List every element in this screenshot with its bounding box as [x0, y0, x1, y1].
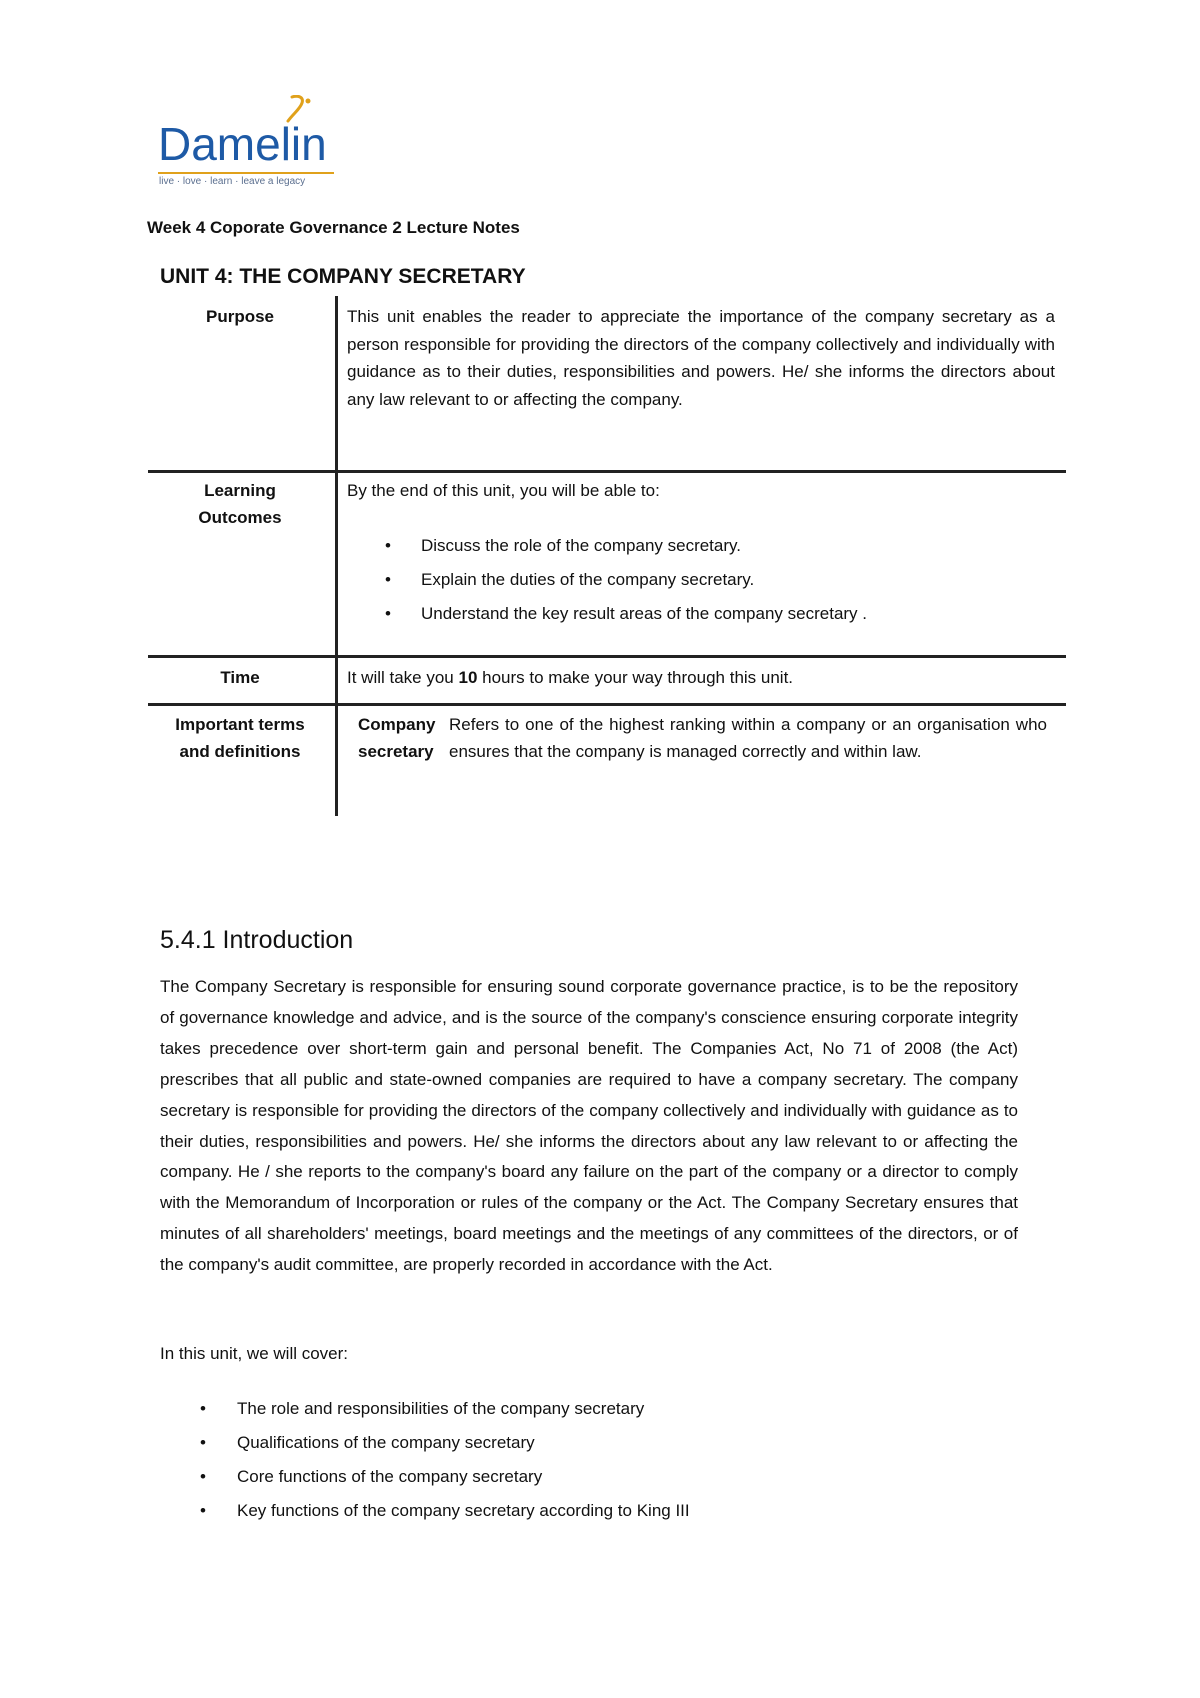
bullet-icon: •	[385, 536, 391, 555]
bullet-icon: •	[385, 570, 391, 589]
cover-intro: In this unit, we will cover:	[160, 1344, 349, 1363]
bullet-icon: •	[200, 1399, 206, 1418]
table-rule	[148, 703, 1066, 706]
introduction-paragraph: The Company Secretary is responsible for ensuring sound corporate governance practice, is to be the repository of governance knowledge and advice, and is the source of the company's conscience ensuring corporate integrity takes precedence over short-term gain and personal benefit. The Companies Act, No 71 of 2008 (the Act) prescribes that all public and state-owned companies are required to have a company secretary. The company secretary is responsible for providing the directors of the company collectively and individually with guidance as to their duties, responsibilities and powers. He/ she informs the directors about any law relevant to or affecting the company. He / she reports to the company's board any failure on the part of the company or a director to comply with the Memorandum of Incorporation or rules of the company or the Act. The Company Secretary ensures that minutes of all shareholders' meetings, board meetings and the meetings of any committees of the directors, or of the company's audit committee, are properly recorded in accordance with the Act.	[160, 977, 1018, 1275]
list-item: • The role and responsibilities of the company secretary	[200, 1395, 690, 1429]
label-line: Learning	[204, 481, 276, 500]
section-heading: 5.4.1 Introduction	[160, 926, 354, 954]
damelin-logo	[158, 95, 348, 195]
learning-outcomes-label	[150, 477, 330, 531]
unit-title: UNIT 4: THE COMPANY SECRETARY	[160, 265, 526, 288]
term-company-secretary: Company secretary	[358, 715, 436, 761]
list-item: • Understand the key result areas of the company secretary .	[385, 600, 867, 634]
outcomes-intro: By the end of this unit, you will be able to:	[347, 481, 660, 500]
list-item: • Key functions of the company secretary according to King III	[200, 1497, 690, 1531]
table-rule	[148, 655, 1066, 658]
time-label: Time	[220, 668, 260, 687]
bullet-icon: •	[385, 604, 391, 623]
purpose-text: This unit enables the reader to appreciate the importance of the company secretary as a person responsible for providing the directors of the company collectively and individually with guidance as to their duties, responsibilities and powers. He/ she informs the directors about any law relevant to or affecting the company.	[347, 307, 1055, 409]
document-title: Week 4 Coporate Governance 2 Lecture Notes	[147, 218, 520, 237]
logo-underline	[158, 172, 334, 174]
list-item: • Discuss the role of the company secretary.	[385, 532, 867, 566]
cover-list	[200, 1395, 690, 1531]
label-line: Outcomes	[198, 508, 282, 527]
label-line: Important terms	[175, 715, 305, 734]
list-item: • Core functions of the company secretary	[200, 1463, 690, 1497]
purpose-label: Purpose	[205, 307, 275, 326]
logo-wordmark: Damelin	[158, 118, 327, 170]
bullet-icon: •	[200, 1433, 206, 1452]
list-item: • Qualifications of the company secretary	[200, 1429, 690, 1463]
table-rule	[148, 470, 1066, 473]
outcomes-list	[385, 532, 867, 634]
time-text: It will take you 10 hours to make your way through this unit.	[347, 668, 794, 687]
bullet-icon: •	[200, 1501, 206, 1520]
hours-value: 10	[458, 668, 478, 687]
table-divider-vertical	[335, 296, 338, 816]
term-definition: Refers to one of the highest ranking within a company or an organisation who ensures that the company is managed correctly and within law.	[449, 715, 1047, 761]
list-item: • Explain the duties of the company secretary.	[385, 566, 867, 600]
important-terms-label	[150, 711, 330, 765]
label-line: and definitions	[179, 742, 301, 761]
logo-tagline: live · love · learn · leave a legacy	[159, 176, 306, 187]
bullet-icon: •	[200, 1467, 206, 1486]
